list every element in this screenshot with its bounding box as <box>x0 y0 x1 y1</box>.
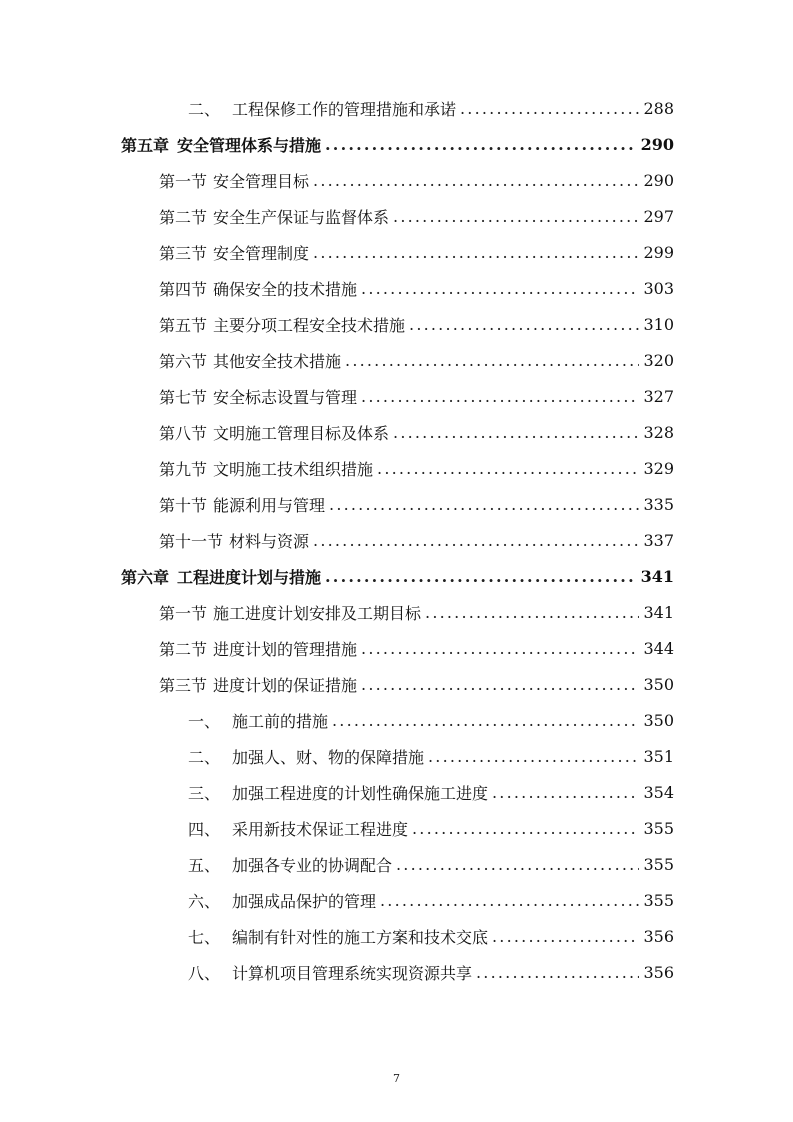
toc-entry[interactable] <box>188 774 674 810</box>
toc-entry-title: 安全管理目标 <box>213 171 310 191</box>
toc-leader-dots <box>393 423 639 442</box>
toc-entry-page: 329 <box>643 458 674 478</box>
toc-entry[interactable] <box>159 522 674 558</box>
toc-entry-page: 290 <box>640 134 674 154</box>
toc-entry-page: 350 <box>643 674 674 694</box>
toc-entry-title: 进度计划的管理措施 <box>213 639 358 659</box>
toc-leader-dots <box>380 891 639 910</box>
toc-entry-title: 文明施工技术组织措施 <box>213 459 374 479</box>
toc-entry-number: 第十节 <box>159 495 208 515</box>
toc-entry[interactable] <box>159 270 674 306</box>
toc-entry-number: 第七节 <box>159 387 208 407</box>
toc-entry-title: 加强工程进度的计划性确保施工进度 <box>232 783 489 803</box>
toc-entry-page: 299 <box>643 242 674 262</box>
toc-entry[interactable] <box>188 90 674 126</box>
toc-leader-dots <box>361 387 639 406</box>
toc-entry-number: 第五章 <box>121 135 170 155</box>
toc-leader-dots <box>325 135 637 154</box>
toc-entry-number: 八、 <box>188 963 221 983</box>
toc-leader-dots <box>396 855 639 874</box>
toc-entry-title: 进度计划的保证措施 <box>213 675 358 695</box>
toc-entry-page: 354 <box>643 782 674 802</box>
toc-entry[interactable] <box>159 666 674 702</box>
toc-leader-dots <box>313 531 639 550</box>
toc-entry-number: 第三节 <box>159 675 208 695</box>
toc-entry-number: 七、 <box>188 927 221 947</box>
toc-leader-dots <box>460 99 639 118</box>
toc-leader-dots <box>313 243 639 262</box>
toc-entry-page: 335 <box>643 494 674 514</box>
toc-entry-number: 一、 <box>188 711 221 731</box>
toc-entry[interactable] <box>159 594 674 630</box>
toc-entry[interactable] <box>159 234 674 270</box>
toc-entry-number: 第一节 <box>159 171 208 191</box>
toc-entry-page: 355 <box>643 890 674 910</box>
toc-entry-page: 337 <box>643 530 674 550</box>
toc-entry-number: 第二节 <box>159 639 208 659</box>
toc-entry-page: 288 <box>643 98 674 118</box>
toc-entry[interactable] <box>188 918 674 954</box>
toc-entry-title: 施工前的措施 <box>232 711 329 731</box>
toc-leader-dots <box>361 639 639 658</box>
toc-entry-title: 计算机项目管理系统实现资源共享 <box>232 963 473 983</box>
toc-leader-dots <box>313 171 639 190</box>
toc-leader-dots <box>492 927 639 946</box>
toc-entry-number: 二、 <box>188 99 221 119</box>
toc-entry-title: 安全管理制度 <box>213 243 310 263</box>
toc-leader-dots <box>361 279 639 298</box>
toc-entry-page: 290 <box>643 170 674 190</box>
toc-entry-page: 350 <box>643 710 674 730</box>
toc-leader-dots <box>377 459 639 478</box>
toc-entry[interactable] <box>159 450 674 486</box>
toc-entry-page: 341 <box>643 602 674 622</box>
toc-entry-page: 327 <box>643 386 674 406</box>
toc-entry[interactable] <box>159 342 674 378</box>
toc-entry[interactable] <box>188 810 674 846</box>
toc-entry-number: 四、 <box>188 819 221 839</box>
toc-entry-title: 工程保修工作的管理措施和承诺 <box>232 99 457 119</box>
toc-leader-dots <box>476 963 639 982</box>
toc-entry-title: 采用新技术保证工程进度 <box>232 819 409 839</box>
toc-entry-title: 其他安全技术措施 <box>213 351 342 371</box>
toc-entry-page: 297 <box>643 206 674 226</box>
toc-entry-page: 328 <box>643 422 674 442</box>
toc-entry-title: 编制有针对性的施工方案和技术交底 <box>232 927 489 947</box>
toc-entry-number: 第五节 <box>159 315 208 335</box>
toc-leader-dots <box>345 351 639 370</box>
toc-entry-page: 355 <box>643 854 674 874</box>
toc-leader-dots <box>409 315 639 334</box>
toc-entry-title: 加强人、财、物的保障措施 <box>232 747 425 767</box>
toc-entry-title: 施工进度计划安排及工期目标 <box>213 603 422 623</box>
toc-entry-number: 二、 <box>188 747 221 767</box>
toc-entry-title: 能源利用与管理 <box>213 495 326 515</box>
toc-leader-dots <box>329 495 639 514</box>
toc-entry-title: 确保安全的技术措施 <box>213 279 358 299</box>
toc-entry-title: 工程进度计划与措施 <box>177 567 322 587</box>
toc-leader-dots <box>361 675 639 694</box>
toc-entry-page: 355 <box>643 818 674 838</box>
toc-entry[interactable] <box>188 954 674 990</box>
toc-leader-dots <box>325 567 637 586</box>
toc-chapter[interactable] <box>121 126 674 162</box>
toc-entry-number: 三、 <box>188 783 221 803</box>
toc-entry-number: 第九节 <box>159 459 208 479</box>
toc-leader-dots <box>393 207 639 226</box>
toc-entry[interactable] <box>159 162 674 198</box>
toc-entry[interactable] <box>159 630 674 666</box>
toc-entry[interactable] <box>159 378 674 414</box>
toc-entry-page: 303 <box>643 278 674 298</box>
toc-entry-page: 341 <box>640 566 674 586</box>
toc-leader-dots <box>332 711 639 730</box>
toc-chapter[interactable] <box>121 558 674 594</box>
toc-entry-title: 安全管理体系与措施 <box>177 135 322 155</box>
toc-entry[interactable] <box>188 702 674 738</box>
page-number: 7 <box>393 1072 400 1085</box>
toc-entry[interactable] <box>159 414 674 450</box>
toc-leader-dots <box>425 603 639 622</box>
toc-entry-number: 五、 <box>188 855 221 875</box>
toc-entry-title: 材料与资源 <box>229 531 310 551</box>
toc-entry-number: 第一节 <box>159 603 208 623</box>
toc-entry-page: 351 <box>643 746 674 766</box>
toc-entry-number: 六、 <box>188 891 221 911</box>
toc-entry-number: 第六节 <box>159 351 208 371</box>
toc-entry[interactable] <box>188 846 674 882</box>
toc-leader-dots <box>492 783 639 802</box>
toc-leader-dots <box>412 819 639 838</box>
toc-entry-number: 第六章 <box>121 567 170 587</box>
toc-entry-page: 310 <box>643 314 674 334</box>
toc-entry-title: 加强各专业的协调配合 <box>232 855 393 875</box>
toc-entry-title: 加强成品保护的管理 <box>232 891 377 911</box>
toc-entry[interactable] <box>159 198 674 234</box>
toc-entry[interactable] <box>188 882 674 918</box>
toc-entry-title: 文明施工管理目标及体系 <box>213 423 390 443</box>
toc-entry-page: 356 <box>643 926 674 946</box>
toc-entry[interactable] <box>188 738 674 774</box>
toc-entry-page: 356 <box>643 962 674 982</box>
toc-entry-title: 安全生产保证与监督体系 <box>213 207 390 227</box>
toc-entry[interactable] <box>159 486 674 522</box>
toc-entry-title: 安全标志设置与管理 <box>213 387 358 407</box>
toc-entry-number: 第十一节 <box>159 531 224 551</box>
toc-entry-number: 第二节 <box>159 207 208 227</box>
toc-entry-title: 主要分项工程安全技术措施 <box>213 315 406 335</box>
toc-entry-number: 第四节 <box>159 279 208 299</box>
toc-entry-page: 320 <box>643 350 674 370</box>
toc-entry-number: 第三节 <box>159 243 208 263</box>
toc-entry-page: 344 <box>643 638 674 658</box>
toc-entry[interactable] <box>159 306 674 342</box>
toc-leader-dots <box>428 747 639 766</box>
toc-entry-number: 第八节 <box>159 423 208 443</box>
